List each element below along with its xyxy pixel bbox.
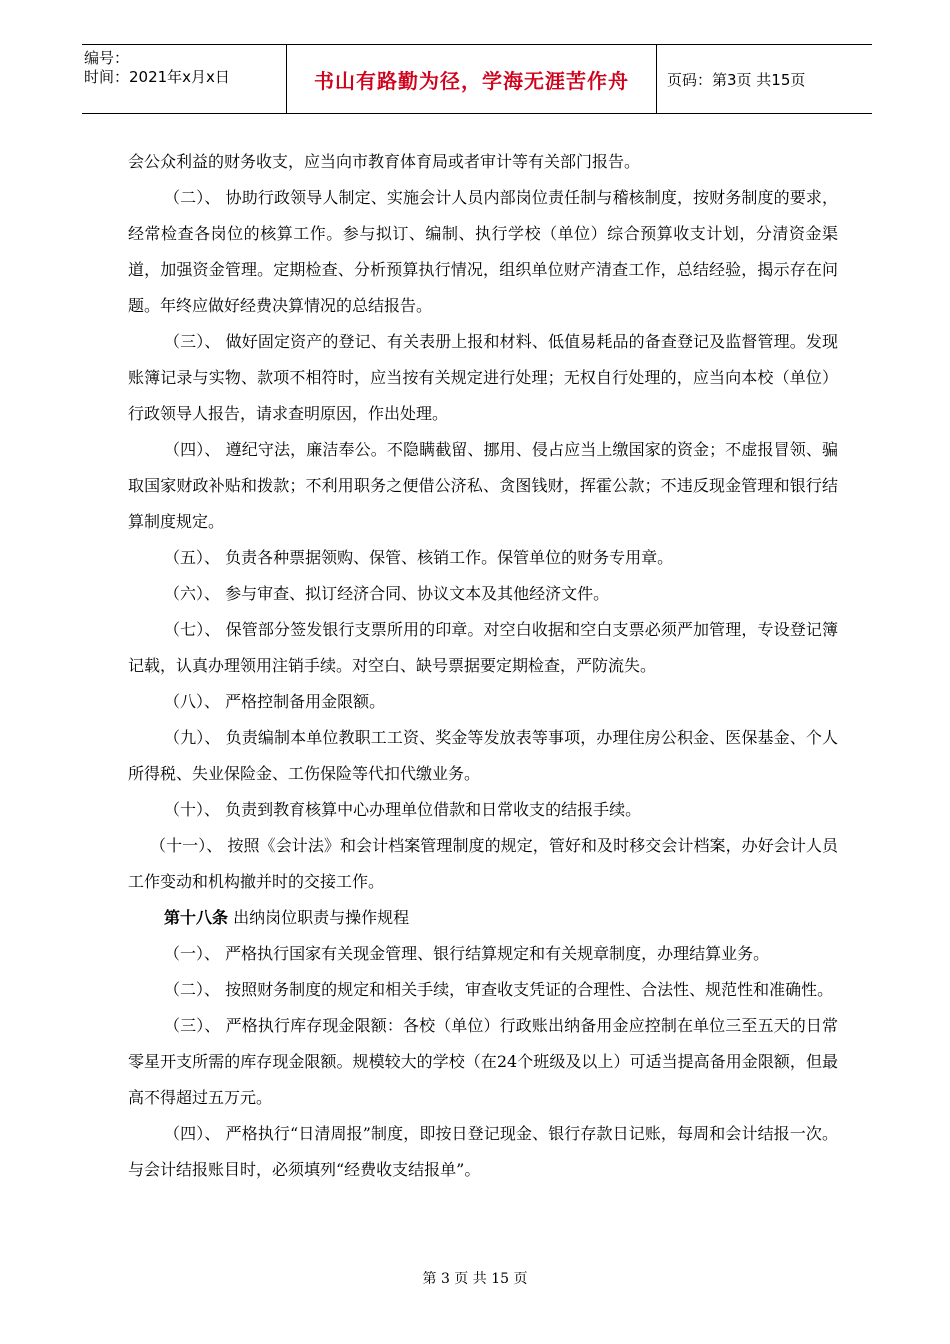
page-header [82,44,872,114]
paragraph-item: （三）、 严格执行库存现金限额：各校（单位）行政账出纳备用金应控制在单位三至五天的日常零星开支所需的库存现金限额。规模较大的学校（在24个班级及以上）可适当提高备用金限额，但最高不得超过五万元。 [128,1016,838,1107]
page-footer: 第 3 页 共 15 页 [422,1271,528,1287]
article-title: 出纳岗位职责与操作规程 [228,908,410,927]
paragraph-item: （一）、 严格执行国家有关现金管理、银行结算规定和有关规章制度，办理结算业务。 [164,944,770,963]
paragraph-item: （三）、 做好固定资产的登记、有关表册上报和材料、低值易耗品的备查登记及监督管理。发现账簿记录与实物、款项不相符时，应当按有关规定进行处理；无权自行处理的，应当向本校（单位）行政领导人报告，请求查明原因，作出处理。 [128,332,838,423]
header-page-info: 页码：第3页 共15页 [667,70,806,89]
paragraph-item: （十一）、 按照《会计法》和会计档案管理制度的规定，管好和及时移交会计档案，办好会计人员工作变动和机构撤并时的交接工作。 [128,836,838,891]
document-number-label: 编号： [84,49,130,67]
article-heading [128,900,838,936]
paragraph-item: （四）、 遵纪守法，廉洁奉公。不隐瞒截留、挪用、侵占应当上缴国家的资金；不虚报冒领、骗取国家财政补贴和拨款；不利用职务之便借公济私、贪图钱财，挥霍公款；不违反现金管理和银行结算制度规定。 [128,440,838,531]
paragraph-item: （二）、 协助行政领导人制定、实施会计人员内部岗位责任制与稽核制度，按财务制度的要求，经常检查各岗位的核算工作。参与拟订、编制、执行学校（单位）综合预算收支计划，分清资金渠道，加强资金管理。定期检查、分析预算执行情况，组织单位财产清查工作，总结经验，揭示存在问题。年终应做好经费决算情况的总结报告。 [128,188,838,315]
paragraph-item: （二）、 按照财务制度的规定和相关手续，审查收支凭证的合理性、合法性、规范性和准确性。 [164,980,834,999]
paragraph-item: （八）、 严格控制备用金限额。 [164,692,386,711]
paragraph-continuation: 会公众利益的财务收支，应当向市教育体育局或者审计等有关部门报告。 [128,152,641,171]
header-meta [82,45,287,113]
paragraph-item: （七）、 保管部分签发银行支票所用的印章。对空白收据和空白支票必须严加管理，专设登记簿记载，认真办理领用注销手续。对空白、缺号票据要定期检查，严防流失。 [128,620,838,675]
document-body [128,144,838,1188]
header-motto: 书山有路勤为径，学海无涯苦作舟 [287,45,657,113]
paragraph-item: （四）、 严格执行“日清周报”制度，即按日登记现金、银行存款日记账，每周和会计结报一次。与会计结报账目时，必须填列“经费收支结报单”。 [128,1124,838,1179]
paragraph-item: （五）、 负责各种票据领购、保管、核销工作。保管单位的财务专用章。 [164,548,674,567]
paragraph-item: （九）、 负责编制本单位教职工工资、奖金等发放表等事项，办理住房公积金、医保基金、个人所得税、失业保险金、工伤保险等代扣代缴业务。 [128,728,838,783]
document-date-label: 时间：2021年x月x日 [84,68,230,86]
article-label: 第十八条 [164,908,229,927]
paragraph-item: （六）、 参与审查、拟订经济合同、协议文本及其他经济文件。 [164,584,610,603]
paragraph-item: （十）、 负责到教育核算中心办理单位借款和日常收支的结报手续。 [164,800,642,819]
